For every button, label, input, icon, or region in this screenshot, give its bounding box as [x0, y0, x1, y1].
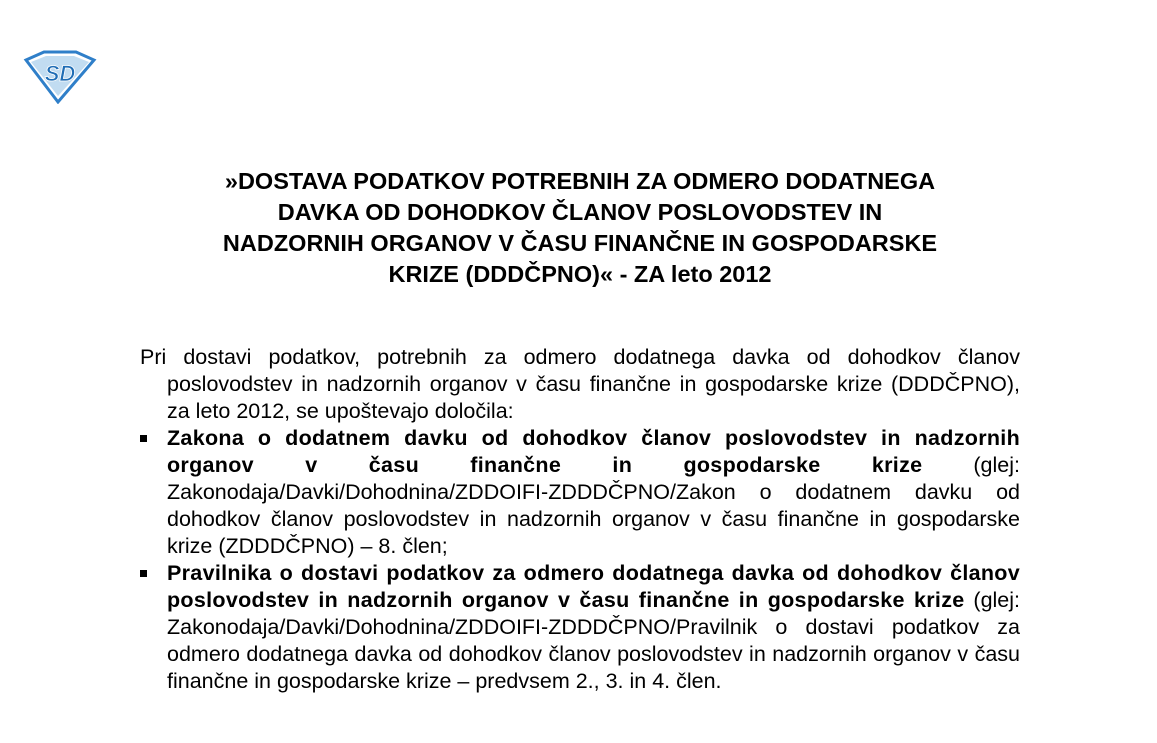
regulation-name: Pravilnika o dostavi podatkov za odmero dodatnega davka od dohodkov članov poslovodstev in nadzornih organov v času finančne in gospodarske krize — [167, 561, 1020, 612]
square-bullet-icon — [140, 570, 147, 577]
law-reference: (glej: Zakonodaja/Davki/Dohodnina/ZDDOIFI-ZDDDČPNO/Zakon o dodatnem davku od dohodkov članov poslovodstev in nadzornih organov v času finančne in gospodarske krize (ZDDDČPNO) – 8. člen; — [167, 453, 1021, 558]
list-item — [140, 425, 1020, 560]
square-bullet-icon — [140, 435, 147, 442]
document-body — [140, 344, 1020, 695]
title-line: NADZORNIH ORGANOV V ČASU FINANČNE IN GOSPODARSKE — [222, 230, 938, 256]
regulation-reference: (glej: Zakonodaja/Davki/Dohodnina/ZDDOIFI-ZDDDČPNO/Pravilnik o dostavi podatkov za odmero dodatnega davka od dohodkov članov poslovodstev in nadzornih organov v času finančne in gospodarske krize – predvsem 2., 3. in 4. člen. — [167, 588, 1021, 693]
law-name: Zakona o dodatnem davku od dohodkov članov poslovodstev in nadzornih organov v času finančne in gospodarske krize — [167, 426, 1020, 477]
logo-letters: SD — [44, 61, 76, 86]
document-title — [140, 166, 1020, 290]
list-item — [140, 560, 1020, 695]
title-line: KRIZE (DDDČPNO)« - ZA leto 2012 — [388, 261, 772, 287]
title-line: DAVKA OD DOHODKOV ČLANOV POSLOVODSTEV IN — [277, 199, 883, 225]
shield-logo-icon — [22, 50, 98, 104]
intro-paragraph: Pri dostavi podatkov, potrebnih za odmero dodatnega davka od dohodkov članov poslovodstev in nadzornih organov v času finančne in gospodarske krize (DDDČPNO), za leto 2012, se upoštevajo določila: — [140, 345, 1020, 423]
regulation-list — [140, 425, 1020, 695]
title-line: »DOSTAVA PODATKOV POTREBNIH ZA ODMERO DODATNEGA — [224, 168, 936, 194]
